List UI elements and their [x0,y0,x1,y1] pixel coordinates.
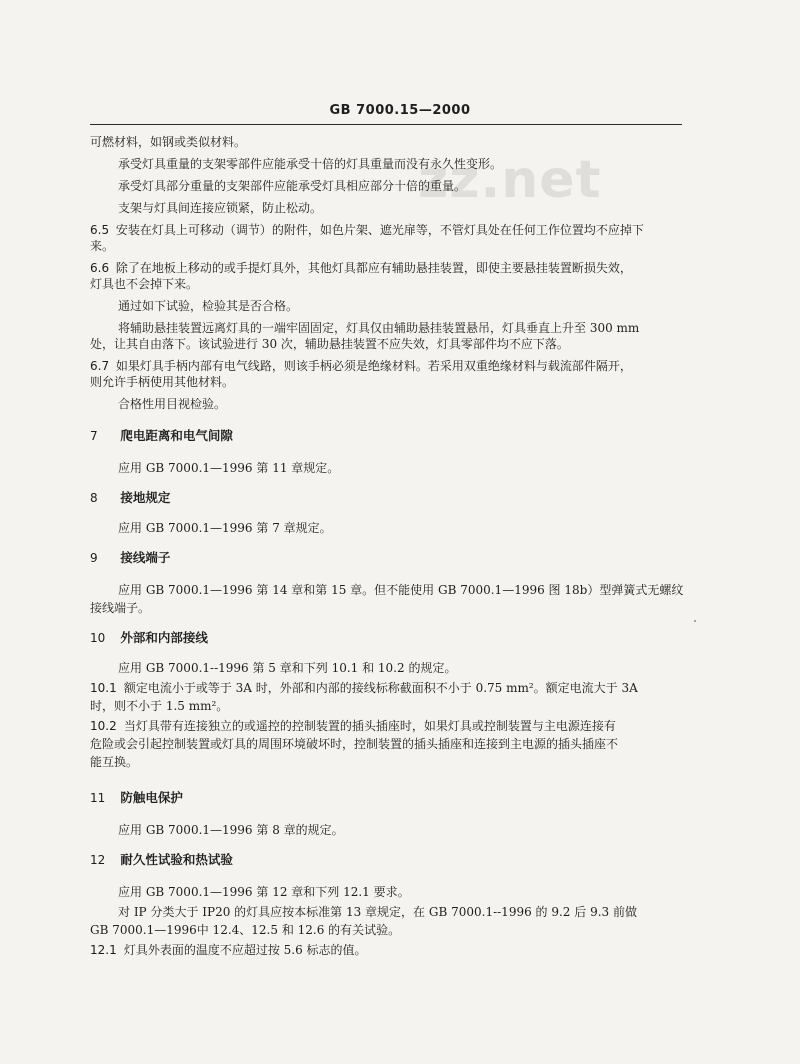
clause-number: 10.2 [90,719,117,733]
text-line: 灯具也不会掉下来。 [90,277,199,291]
text-line: 应用 GB 7000.1—1996 第 11 章规定。 [118,461,340,475]
section-heading-8 [90,490,686,506]
text-line: 应用 GB 7000.1—1996 第 14 章和第 15 章。但不能使用 GB 7000.1—1996 图 18b）型弹簧式无螺纹 [118,583,684,597]
text-line: 则允许手柄使用其他材料。 [90,375,235,389]
text-line: 将辅助悬挂装置远离灯具的一端牢固固定，灯具仅由辅助悬挂装置悬吊，灯具垂直上升至 300 mm [118,321,640,335]
clause-number: 12.1 [90,943,117,957]
section-title: 防触电保护 [120,790,183,805]
scan-speck [694,620,696,622]
section-number: 10 [90,631,106,645]
clause-6-7 [90,358,686,374]
section-title: 爬电距离和电气间隙 [120,428,233,443]
section-title: 外部和内部接线 [120,630,208,645]
text-line: 时，则不小于 1.5 mm²。 [90,699,229,713]
clause-text: 当灯具带有连接独立的或遥控的控制装置的插头插座时，如果灯具或控制装置与主电源连接有 [123,719,616,733]
section-number: 11 [90,791,106,805]
clause-12-1 [90,942,686,958]
clause-number: 10.1 [90,681,117,695]
clause-6-6 [90,260,686,276]
section-heading-11 [90,790,686,806]
text-line: 支架与灯具间连接应锁紧，防止松动。 [118,201,323,215]
section-heading-7 [90,428,686,444]
page-header-standard-number: GB 7000.15—2000 [329,103,471,118]
clause-text: 安装在灯具上可移动（调节）的附件，如色片架、遮光扉等，不管灯具处在任何工作位置均不应掉下 [115,223,644,237]
text-line: 合格性用目视检验。 [118,397,227,411]
section-title: 接地规定 [120,490,171,505]
clause-6-5 [90,222,686,238]
clause-text: 除了在地板上移动的或手提灯具外，其他灯具都应有辅助悬挂装置，即使主要悬挂装置断损失效， [115,261,632,275]
header-rule [90,124,682,125]
text-line: 危险或会引起控制装置或灯具的周围环境破坏时，控制装置的插头插座和连接到主电源的插头插座不 [90,737,619,751]
section-heading-12 [90,852,686,868]
text-line: 承受灯具重量的支架零部件应能承受十倍的灯具重量而没有永久性变形。 [118,157,503,171]
text-line: GB 7000.1—1996中 12.4、12.5 和 12.6 的有关试验。 [90,923,401,937]
section-number: 8 [90,491,98,505]
text-line: 能互换。 [90,755,139,769]
text-line: 通过如下试验，检验其是否合格。 [118,299,299,313]
clause-10-1 [90,680,686,696]
text-line: 应用 GB 7000.1--1996 第 5 章和下列 10.1 和 10.2 的规定。 [118,661,457,675]
section-heading-9 [90,550,686,566]
clause-text: 灯具外表面的温度不应超过按 5.6 标志的值。 [123,943,367,957]
watermark: zz.net [418,150,602,210]
text-line: 对 IP 分类大于 IP20 的灯具应按本标准第 13 章规定，在 GB 7000.1--1996 的 9.2 后 9.3 前做 [118,905,637,919]
section-number: 9 [90,551,98,565]
text-line: 来。 [90,239,115,253]
section-number: 7 [90,429,98,443]
text-line: 应用 GB 7000.1—1996 第 12 章和下列 12.1 要求。 [118,885,410,899]
clause-10-2 [90,718,686,734]
clause-number: 6.6 [90,261,110,275]
section-number: 12 [90,853,106,867]
text-line: 可燃材料，如钢或类似材料。 [90,135,247,149]
text-line: 处，让其自由落下。该试验进行 30 次，辅助悬挂装置不应失效，灯具零部件均不应下落。 [90,337,569,351]
text-line: 承受灯具部分重量的支架部件应能承受灯具相应部分十倍的重量。 [118,179,467,193]
section-heading-10 [90,630,686,646]
clause-text: 如果灯具手柄内部有电气线路，则该手柄必须是绝缘材料。若采用双重绝缘材料与载流部件隔开， [115,359,632,373]
clause-text: 额定电流小于或等于 3A 时，外部和内部的接线标称截面积不小于 0.75 mm²。额定电流大于 3A [123,681,638,695]
section-title: 耐久性试验和热试验 [120,852,233,867]
text-line: 应用 GB 7000.1—1996 第 7 章规定。 [118,521,332,535]
text-line: 接线端子。 [90,601,151,615]
clause-number: 6.5 [90,223,110,237]
clause-number: 6.7 [90,359,110,373]
text-line: 应用 GB 7000.1—1996 第 8 章的规定。 [118,823,344,837]
section-title: 接线端子 [120,550,171,565]
